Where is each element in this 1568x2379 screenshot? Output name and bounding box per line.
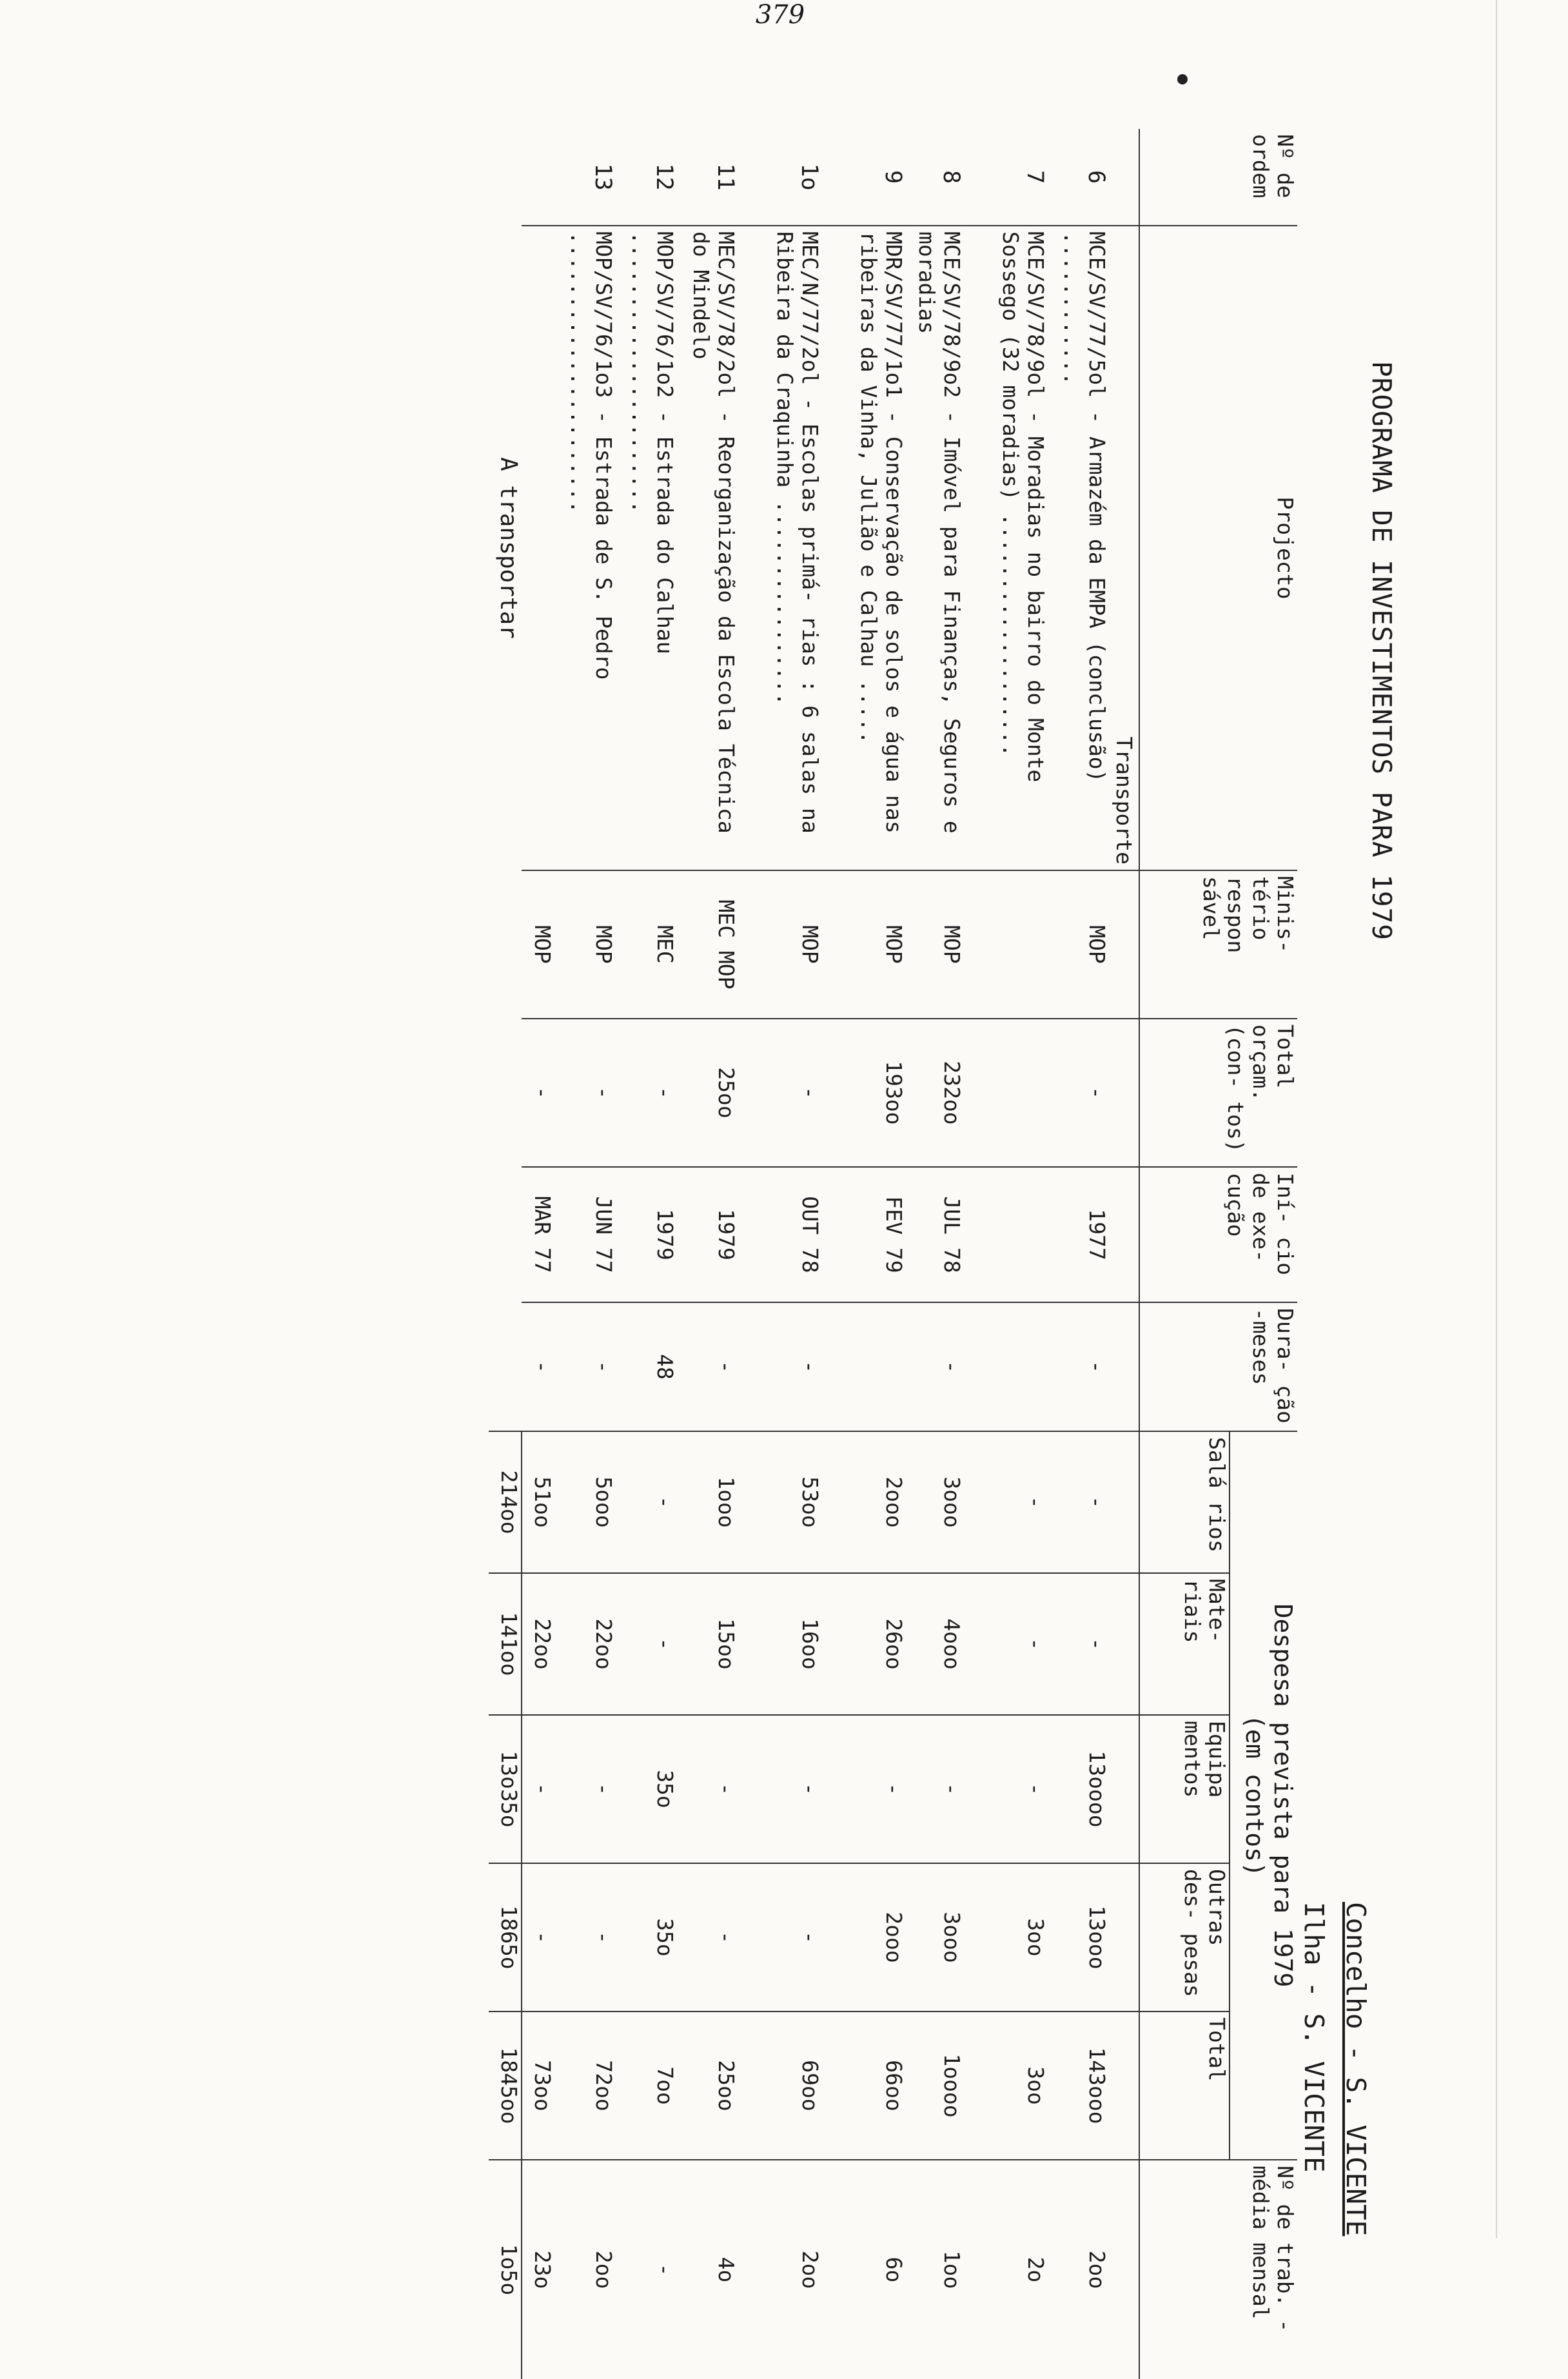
row-other: 3oo: [966, 1863, 1050, 2012]
row-project: MCE/SV/77/5ol - Armazém da EMPA (conclusão) ............: [1050, 226, 1112, 870]
row-order: 7: [1021, 170, 1048, 184]
row-start: 1979: [680, 1167, 741, 1302]
row-start: JUL 78: [908, 1167, 966, 1302]
row-total: 72oo: [557, 2012, 618, 2160]
row-duration: [825, 1302, 908, 1431]
row-ministry: MOP: [557, 870, 618, 1019]
row-total-budget: -: [618, 1019, 680, 1167]
header-ministry: Minis- tério respon sável: [1139, 870, 1297, 1019]
row-order: 11: [712, 163, 738, 191]
row-salaries: 51oo: [522, 1431, 557, 1573]
table-row: [557, 129, 618, 2379]
row-other: 3ooo: [908, 1863, 966, 2012]
header-project: Projecto: [1139, 226, 1297, 870]
row-project: MEC/N/77/2ol - Escolas primá- rias : 6 salas na Ribeira da Craquinha ................: [741, 226, 825, 870]
document-title: PROGRAMA DE INVESTIMENTOS PARA 1979: [1366, 361, 1397, 941]
table-row: [618, 129, 680, 2379]
row-other: -: [680, 1863, 741, 2012]
row-materials: -: [966, 1573, 1050, 1715]
row-total: 25oo: [680, 2012, 741, 2160]
table-row: [966, 129, 1050, 2379]
header-duration: Dura- ção -meses: [1139, 1302, 1297, 1431]
row-total-budget: 193oo: [825, 1019, 908, 1167]
table-row: [680, 129, 741, 2379]
header-total-budget: Total orçam. (con- tos): [1139, 1019, 1297, 1167]
row-workers: 4o: [680, 2160, 741, 2379]
row-start: [966, 1167, 1050, 1302]
totals-total: 1845oo: [489, 2012, 522, 2160]
row-other: 35o: [618, 1863, 680, 2012]
table-row: [908, 129, 966, 2379]
island-label: Ilha - S. VICENTE: [1298, 1902, 1329, 2173]
row-salaries: 5ooo: [557, 1431, 618, 1573]
row-start: OUT 78: [741, 1167, 825, 1302]
transport-workers: [1112, 2160, 1139, 2379]
header-workers: Nº de trab. -média mensal: [1139, 2160, 1297, 2379]
row-start: 1979: [618, 1167, 680, 1302]
row-ministry: MOP: [1050, 870, 1112, 1019]
row-workers: 2o: [966, 2160, 1050, 2379]
transport-materials: [1112, 1573, 1139, 1715]
row-equipment: -: [680, 1715, 741, 1863]
row-total-budget: [966, 1019, 1050, 1167]
row-salaries: 53oo: [741, 1431, 825, 1573]
row-salaries: -: [618, 1431, 680, 1573]
row-project: MOP/SV/76/1o2 - Estrada do Calhau ......................: [618, 226, 680, 870]
row-equipment: 35o: [618, 1715, 680, 1863]
header-expense-group: [1230, 1431, 1297, 2160]
municipality-label: Concelho - S. VICENTE: [1340, 1902, 1371, 2237]
row-duration: -: [680, 1302, 741, 1431]
row-duration: [966, 1302, 1050, 1431]
totals-other: 1865o: [489, 1863, 522, 2012]
investment-table: [489, 129, 1297, 2379]
row-workers: -: [618, 2160, 680, 2379]
row-equipment: -: [908, 1715, 966, 1863]
row-project: MDR/SV/77/1o1 - Conservação de solos e água nas ribeiras da Vinha, Julião e Calhau .....: [825, 226, 908, 870]
row-equipment: -: [557, 1715, 618, 1863]
transport-salaries: [1112, 1431, 1139, 1573]
row-equipment: -: [522, 1715, 557, 1863]
table-row: [825, 129, 908, 2379]
header-other: Outras des- pesas: [1139, 1863, 1230, 2012]
row-total: 73oo: [522, 2012, 557, 2160]
totals-label: A transportar: [495, 457, 522, 639]
row-workers: 6o: [825, 2160, 908, 2379]
row-total: 1oooo: [908, 2012, 966, 2160]
row-total: 69oo: [741, 2012, 825, 2160]
totals-materials: 141oo: [489, 1573, 522, 1715]
row-ministry: MEC: [618, 870, 680, 1019]
row-workers: 2oo: [741, 2160, 825, 2379]
row-materials: 4ooo: [908, 1573, 966, 1715]
totals-salaries: 214oo: [489, 1431, 522, 1573]
row-ministry: MEC MOP: [680, 870, 741, 1019]
row-salaries: 1ooo: [680, 1431, 741, 1573]
row-materials: -: [1050, 1573, 1112, 1715]
row-total: 7oo: [618, 2012, 680, 2160]
row-workers: 1oo: [908, 2160, 966, 2379]
row-ministry: [966, 870, 1050, 1019]
row-salaries: -: [966, 1431, 1050, 1573]
row-total-budget: -: [522, 1019, 557, 1167]
header-order: Nº de ordem: [1139, 129, 1297, 226]
header-salaries: Salá rios: [1139, 1431, 1230, 1573]
row-other: 13ooo: [1050, 1863, 1112, 2012]
row-start: MAR 77: [522, 1167, 557, 1302]
row-equipment: -: [741, 1715, 825, 1863]
row-equipment: 13oooo: [1050, 1715, 1112, 1863]
row-workers: 2oo: [557, 2160, 618, 2379]
row-ministry: MOP: [741, 870, 825, 1019]
row-duration: 48: [618, 1302, 680, 1431]
header-start: Iní- cio de exe- cução: [1139, 1167, 1297, 1302]
transport-row: [1112, 129, 1139, 2379]
row-materials: 22oo: [522, 1573, 557, 1715]
row-total-budget: -: [557, 1019, 618, 1167]
header-total: Total: [1139, 2012, 1230, 2160]
row-project: [522, 226, 557, 870]
row-salaries: 3ooo: [908, 1431, 966, 1573]
transport-other: [1112, 1863, 1139, 2012]
row-other: 2ooo: [825, 1863, 908, 2012]
row-project: MCE/SV/78/9ol - Moradias no bairro do Monte Sossego (32 moradias) ...................: [966, 226, 1050, 870]
row-duration: -: [557, 1302, 618, 1431]
row-materials: -: [618, 1573, 680, 1715]
transport-equipment: [1112, 1715, 1139, 1863]
row-ministry: MOP: [825, 870, 908, 1019]
row-project: MCE/SV/78/9o2 - Imóvel para Finanças, Seguros e moradias: [908, 226, 966, 870]
row-total: 143ooo: [1050, 2012, 1112, 2160]
header-materials: Mate- riais: [1139, 1573, 1230, 1715]
row-total-budget: 25oo: [680, 1019, 741, 1167]
row-start: JUN 77: [557, 1167, 618, 1302]
row-materials: 16oo: [741, 1573, 825, 1715]
row-ministry: MOP: [908, 870, 966, 1019]
header-expense-title: Despesa prevista para 1979: [1269, 1603, 1297, 1988]
row-order: 9: [879, 170, 906, 184]
row-other: -: [557, 1863, 618, 2012]
row-duration: -: [908, 1302, 966, 1431]
row-ministry: MOP: [522, 870, 557, 1019]
row-other: -: [741, 1863, 825, 2012]
header-equipment: Equipa mentos: [1139, 1715, 1230, 1863]
transport-label: Transporte: [1112, 226, 1139, 870]
row-start: FEV 79: [825, 1167, 908, 1302]
row-start: 1977: [1050, 1167, 1112, 1302]
page-number: 379: [755, 0, 805, 30]
row-materials: 15oo: [680, 1573, 741, 1715]
row-project: MOP/SV/76/1o3 - Estrada de S. Pedro ......................: [557, 226, 618, 870]
transport-total: [1112, 2012, 1139, 2160]
row-materials: 26oo: [825, 1573, 908, 1715]
row-order: 8: [937, 170, 964, 184]
row-materials: 22oo: [557, 1573, 618, 1715]
row-order: [522, 129, 557, 226]
row-workers: 2oo: [1050, 2160, 1112, 2379]
totals-equipment: 13o35o: [489, 1715, 522, 1863]
row-total-budget: 232oo: [908, 1019, 966, 1167]
row-equipment: -: [966, 1715, 1050, 1863]
row-other: -: [522, 1863, 557, 2012]
row-total: 3oo: [966, 2012, 1050, 2160]
row-project: MEC/SV/78/2ol - Reorganização da Escola Técnica do Mindelo: [680, 226, 741, 870]
totals-row: [489, 129, 522, 2379]
header-expense-unit: (em contos): [1240, 1714, 1269, 1877]
totals-workers: 1o5o: [489, 2160, 522, 2379]
row-total: 66oo: [825, 2012, 908, 2160]
row-workers: 23o: [522, 2160, 557, 2379]
row-duration: -: [522, 1302, 557, 1431]
row-order: 6: [1083, 170, 1109, 184]
row-total-budget: -: [1050, 1019, 1112, 1167]
row-order: 13: [589, 163, 616, 191]
table-row: [1050, 129, 1112, 2379]
row-order: 1o: [796, 163, 822, 191]
table-row: [741, 129, 825, 2379]
row-duration: -: [741, 1302, 825, 1431]
row-total-budget: -: [741, 1019, 825, 1167]
row-equipment: -: [825, 1715, 908, 1863]
row-order: 12: [651, 163, 677, 191]
row-salaries: -: [1050, 1431, 1112, 1573]
row-duration: -: [1050, 1302, 1112, 1431]
table-row: [522, 129, 557, 2379]
row-salaries: 2ooo: [825, 1431, 908, 1573]
